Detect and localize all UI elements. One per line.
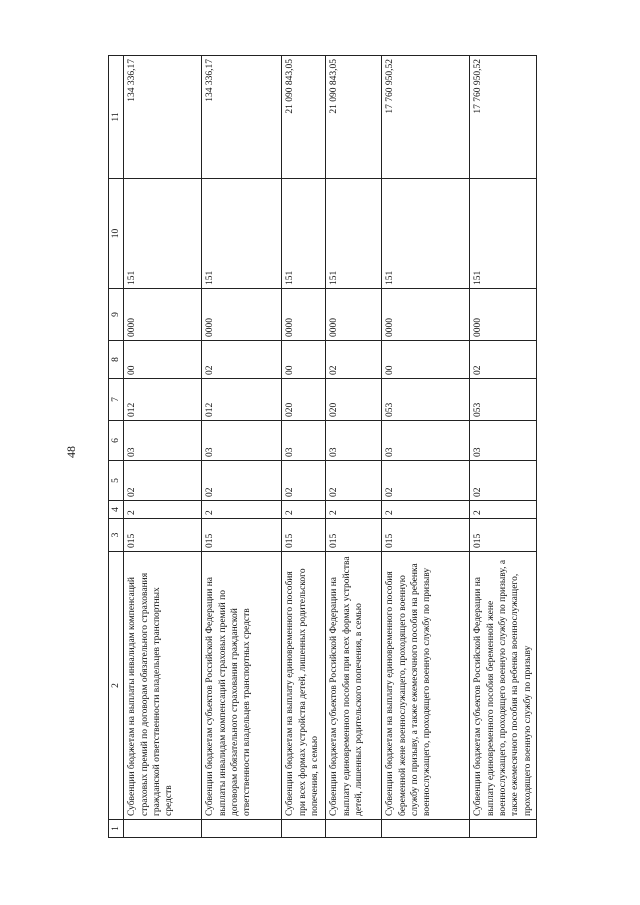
code-cell: 2: [202, 501, 282, 519]
description-cell: Субвенции бюджетам на выплаты инвалидам компенсаций страховых премий по договорам обязательного страхования гражданской ответственности владельцев транспортных средств: [124, 552, 202, 820]
row-number-cell: [326, 820, 382, 838]
code-cell: 02: [282, 461, 326, 501]
description-cell: Субвенции бюджетам на выплату единовременного пособия при всех формах устройства детей, лишенных родительского попечения, в семью: [282, 552, 326, 820]
code-cell: 0000: [202, 289, 282, 341]
code-cell: 00: [124, 341, 202, 379]
description-cell: Субвенции бюджетам субъектов Российской Федерации на выплаты инвалидам компенсаций страховых премий по договорам обязательного страхования гражданской ответственности владельцев транспортных средств: [202, 552, 282, 820]
code-cell: 2: [326, 501, 382, 519]
code-cell: 00: [282, 341, 326, 379]
code-cell: 0000: [124, 289, 202, 341]
code-cell: 015: [382, 519, 470, 552]
code-cell: 02: [382, 461, 470, 501]
code-cell: 020: [326, 379, 382, 421]
code-cell: 03: [326, 421, 382, 461]
description-cell: Субвенции бюджетам субъектов Российской Федерации на выплату единовременного пособия беременной жене военнослужащего, проходящего военную службу по призыву, а также ежемесячного пособия на ребенка военнослужащего, проходящего военную службу по призыву: [470, 552, 537, 820]
code-cell: 03: [382, 421, 470, 461]
amount-cell: 17 760 950,52: [382, 56, 470, 179]
code-cell: 151: [470, 179, 537, 289]
header-row: [109, 56, 124, 838]
column-header: 4: [109, 501, 124, 519]
amount-cell: 134 336,17: [202, 56, 282, 179]
table-row: [124, 56, 202, 838]
code-cell: 02: [124, 461, 202, 501]
code-cell: 151: [202, 179, 282, 289]
amount-cell: 134 336,17: [124, 56, 202, 179]
table-row: [326, 56, 382, 838]
code-cell: 0000: [326, 289, 382, 341]
code-cell: 2: [470, 501, 537, 519]
code-cell: 03: [470, 421, 537, 461]
column-header: 8: [109, 341, 124, 379]
code-cell: 0000: [282, 289, 326, 341]
code-cell: 015: [202, 519, 282, 552]
rotated-table-container: [108, 56, 533, 838]
description-cell: Субвенции бюджетам на выплату единовременного пособия беременной жене военнослужащего, проходящего военную службу по призыву, а также ежемесячного пособия на ребенка военнослужащего, проходящего военную службу по призыву: [382, 552, 470, 820]
column-header: 9: [109, 289, 124, 341]
code-cell: 02: [470, 341, 537, 379]
code-cell: 015: [282, 519, 326, 552]
row-number-cell: [470, 820, 537, 838]
amount-cell: 21 090 843,05: [282, 56, 326, 179]
code-cell: 012: [202, 379, 282, 421]
code-cell: 02: [202, 461, 282, 501]
column-header: 1: [109, 820, 124, 838]
table-row: [202, 56, 282, 838]
code-cell: 015: [124, 519, 202, 552]
column-header: 7: [109, 379, 124, 421]
column-header: 5: [109, 461, 124, 501]
code-cell: 2: [282, 501, 326, 519]
code-cell: 02: [202, 341, 282, 379]
row-number-cell: [282, 820, 326, 838]
code-cell: 03: [282, 421, 326, 461]
code-cell: 02: [470, 461, 537, 501]
code-cell: 0000: [470, 289, 537, 341]
code-cell: 151: [382, 179, 470, 289]
code-cell: 02: [326, 461, 382, 501]
code-cell: 02: [326, 341, 382, 379]
code-cell: 03: [202, 421, 282, 461]
code-cell: 03: [124, 421, 202, 461]
code-cell: 151: [282, 179, 326, 289]
code-cell: 0000: [382, 289, 470, 341]
table-row: [470, 56, 537, 838]
code-cell: 020: [282, 379, 326, 421]
code-cell: 015: [326, 519, 382, 552]
column-header: 2: [109, 552, 124, 820]
column-header: 10: [109, 179, 124, 289]
code-cell: 053: [470, 379, 537, 421]
code-cell: 2: [382, 501, 470, 519]
amount-cell: 17 760 950,52: [470, 56, 537, 179]
table-row: [382, 56, 470, 838]
code-cell: 015: [470, 519, 537, 552]
table-row: [282, 56, 326, 838]
code-cell: 012: [124, 379, 202, 421]
code-cell: 2: [124, 501, 202, 519]
row-number-cell: [202, 820, 282, 838]
budget-table: [108, 55, 537, 838]
row-number-cell: [382, 820, 470, 838]
column-header: 3: [109, 519, 124, 552]
row-number-cell: [124, 820, 202, 838]
code-cell: 053: [382, 379, 470, 421]
column-header: 6: [109, 421, 124, 461]
page-number: 48: [64, 446, 78, 458]
code-cell: 151: [326, 179, 382, 289]
column-header: 11: [109, 56, 124, 179]
amount-cell: 21 090 843,05: [326, 56, 382, 179]
description-cell: Субвенции бюджетам субъектов Российской Федерации на выплату единовременного пособия при всех формах устройства детей, лишенных родительского попечения, в семью: [326, 552, 382, 820]
code-cell: 151: [124, 179, 202, 289]
code-cell: 00: [382, 341, 470, 379]
